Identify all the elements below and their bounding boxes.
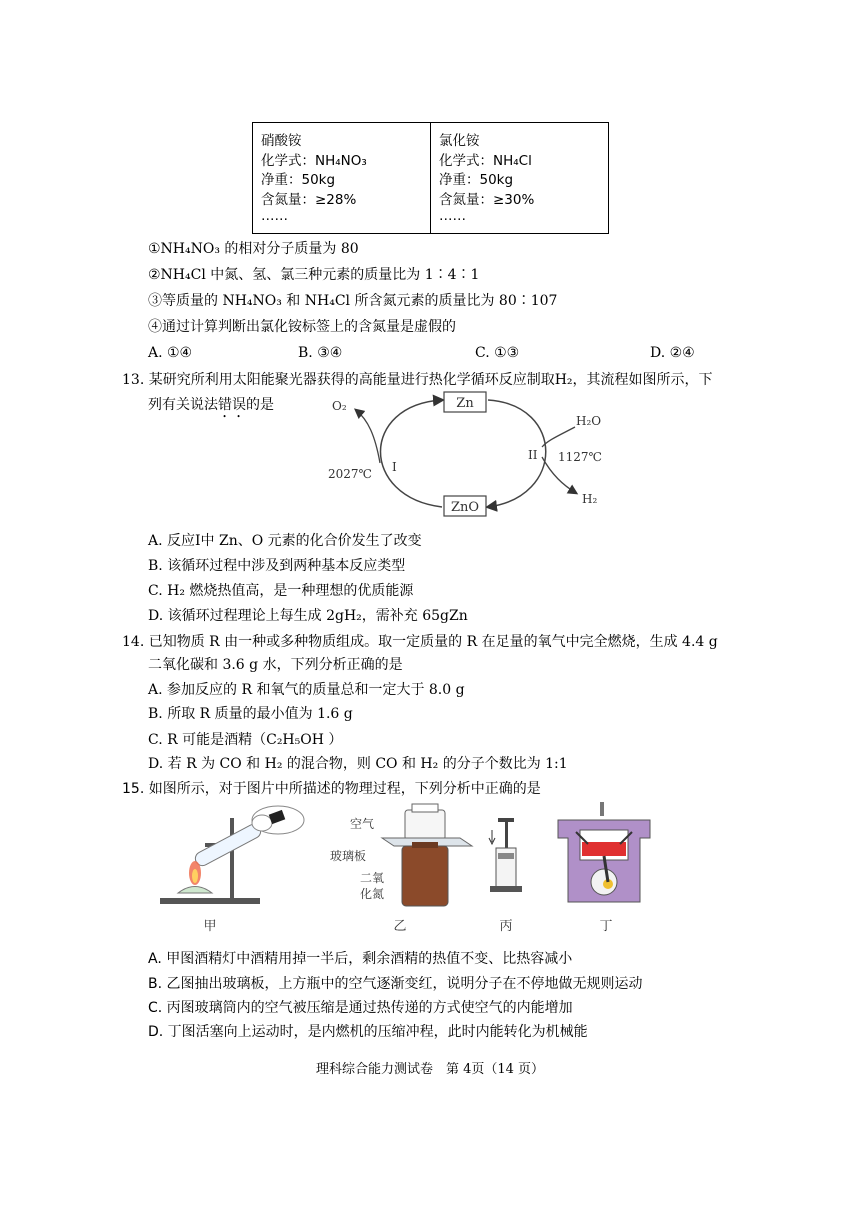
label-formula: 化学式：NH₄NO₃ [261,152,367,169]
q15-physics-figures [150,798,660,938]
figure-yi-no2-label-1: 二氧 [360,871,385,885]
q12-statement-3: ③等质量的 NH₄NO₃ 和 NH₄Cl 所含氮元素的质量比为 80∶107 [148,293,558,309]
label-nitrogen-content: 含氮量：≥28% [261,191,357,208]
q14-option-d[interactable]: D. 若 R 为 CO 和 H₂ 的混合物，则 CO 和 H₂ 的分子个数比为 1:1 [148,756,568,772]
figure-jia-label: 甲 [203,919,217,934]
reaction-1-label: I [392,460,397,474]
q14-option-b[interactable]: B. 所取 R 质量的最小值为 1.6 g [148,706,353,722]
q13-stem-line1: 13. 某研究所利用太阳能聚光器获得的高能量进行热化学循环反应制取H₂，其流程如图所示，下 [122,372,713,388]
q12-statement-1: ①NH₄NO₃ 的相对分子质量为 80 [148,241,359,257]
q13-stem-line2: 列有关说法错误的是 [148,397,274,413]
label-name: 硝酸铵 [261,133,302,149]
q15-option-b[interactable]: B. 乙图抽出玻璃板，上方瓶中的空气逐渐变红，说明分子在不停地做无规则运动 [148,976,643,992]
q15-stem: 15. 如图所示，对于图片中所描述的物理过程，下列分析中正确的是 [122,781,541,797]
q13-option-b[interactable]: B. 该循环过程中涉及到两种基本反应类型 [148,558,406,574]
q14-stem-line1: 14. 已知物质 R 由一种或多种物质组成。取一定质量的 R 在足量的氧气中完全燃烧，生成 4.4 g [122,634,718,650]
q13-emphasis-word: 错误 [218,397,246,413]
figure-ding-label: 丁 [599,919,613,934]
temp-reaction-1: 2027℃ [328,467,372,481]
q12-option-a[interactable]: A. ①④ [148,345,193,361]
label-ellipsis: …… [261,208,288,224]
label-formula: 化学式：NH₄Cl [439,152,532,169]
h2o-label: H₂O [576,414,602,428]
figure-ding-engine [558,802,650,902]
figure-yi-glass-label: 玻璃板 [330,849,367,863]
q12-option-d[interactable]: D. ②④ [650,345,695,361]
figure-jia-test-tube [160,806,304,904]
q13-option-a[interactable]: A. 反应Ⅰ中 Zn、O 元素的化合价发生了改变 [148,533,422,549]
q14-option-a[interactable]: A. 参加反应的 R 和氧气的质量总和一定大于 8.0 g [148,682,465,698]
figure-yi-diffusion [382,804,472,906]
label-net-weight: 净重：50kg [261,172,336,188]
cycle-arc-left [381,400,443,507]
figure-yi-no2-label-2: 化氮 [360,887,385,901]
figure-yi-air-label: 空气 [350,817,375,831]
h2-label: H₂ [582,492,598,506]
figure-yi-label: 乙 [393,919,407,934]
o2-arrow [356,410,380,463]
label-ammonium-chloride [431,123,609,234]
o2-label: O₂ [332,399,347,413]
label-ammonium-nitrate [253,123,431,234]
q15-option-a[interactable]: A. 甲图酒精灯中酒精用掉一半后，剩余酒精的热值不变、比热容减小 [148,951,573,967]
zno-label: ZnO [450,500,480,515]
zn-label: Zn [456,396,474,411]
h2o-arrow [542,427,575,447]
figure-bing-syringe [489,818,522,892]
temp-reaction-2: 1127℃ [558,450,602,464]
q13-option-c[interactable]: C. H₂ 燃烧热值高，是一种理想的优质能源 [148,583,414,599]
label-nitrogen-content: 含氮量：≥30% [439,191,535,208]
q13-option-d[interactable]: D. 该循环过程理论上每生成 2gH₂，需补充 65gZn [148,608,468,624]
q12-option-c[interactable]: C. ①③ [475,345,520,361]
page-footer: 理科综合能力测试卷 第 4页（14 页） [315,1062,545,1077]
q14-stem-line2: 二氧化碳和 3.6 g 水，下列分析正确的是 [148,657,403,673]
q12-statement-4: ④通过计算判断出氯化铵标签上的含氮量是虚假的 [148,319,456,335]
zn-cycle-diagram [320,385,640,520]
fertilizer-label-table [252,122,609,234]
q15-option-c[interactable]: C. 丙图玻璃筒内的空气被压缩是通过热传递的方式使空气的内能增加 [148,1000,573,1016]
q12-statement-2: ②NH₄Cl 中氮、氢、氯三种元素的质量比为 1∶4∶1 [148,267,480,283]
label-net-weight: 净重：50kg [439,172,514,188]
label-ellipsis: …… [439,208,466,224]
label-name: 氯化铵 [439,133,480,149]
reaction-2-label: II [528,448,538,462]
q12-option-b[interactable]: B. ③④ [298,345,343,361]
q15-option-d[interactable]: D. 丁图活塞向上运动时，是内燃机的压缩冲程，此时内能转化为机械能 [148,1024,588,1040]
figure-bing-label: 丙 [499,919,513,934]
q14-option-c[interactable]: C. R 可能是酒精（C₂H₅OH ） [148,732,343,748]
